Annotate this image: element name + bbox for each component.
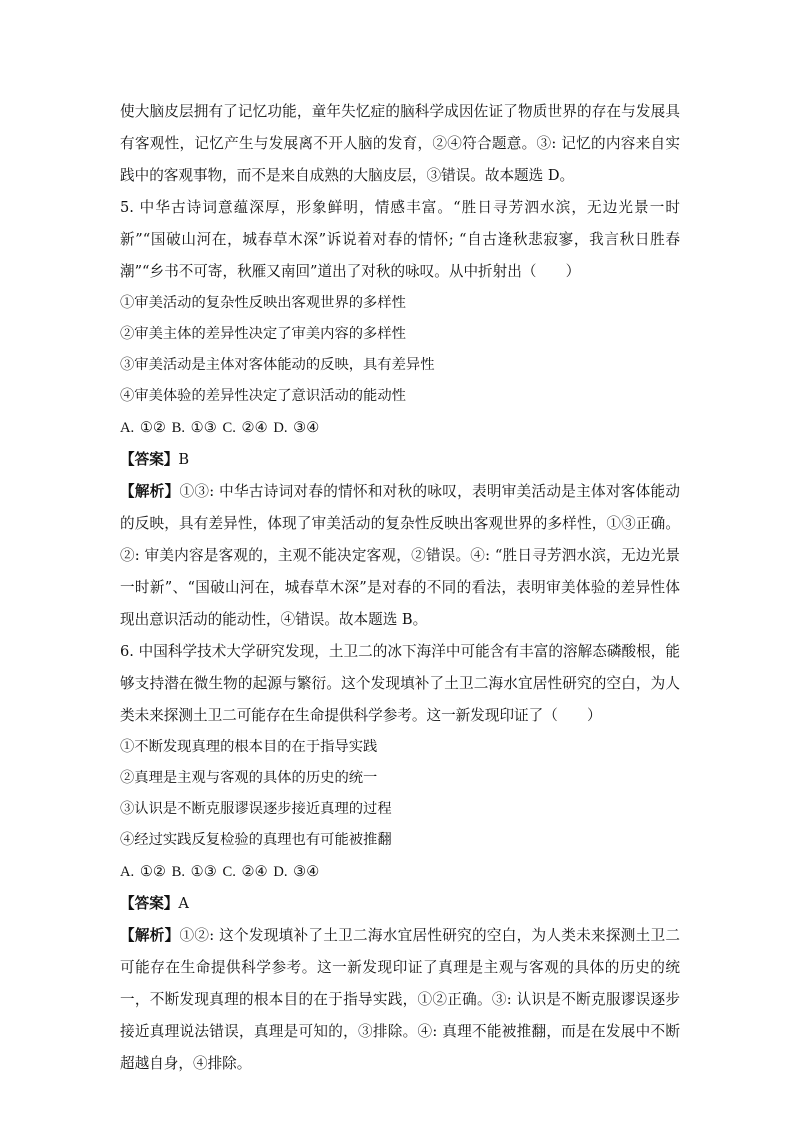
question-5-option-4: ④审美体验的差异性决定了意识活动的能动性: [120, 388, 406, 404]
question-5: [120, 192, 680, 636]
answer-tag: 【答案】: [120, 895, 179, 912]
question-6: [120, 636, 680, 1080]
question-5-choices: A. ①② B. ①③ C. ②④ D. ③④: [120, 420, 320, 436]
question-5-answer: [120, 444, 680, 476]
question-5-option-2: ②审美主体的差异性决定了审美内容的多样性: [120, 326, 406, 342]
question-6-option-4: ④经过实践反复检验的真理也有可能被推翻: [120, 832, 392, 848]
question-6-option-2: ②真理是主观与客观的具体的历史的统一: [120, 770, 378, 786]
answer-value: A: [178, 895, 189, 912]
question-6-stem: 6. 中国科学技术大学研究发现，土卫二的冰下海洋中可能含有丰富的溶解态磷酸根，能够支持潜在微生物的起源与繁衍。这个发现填补了土卫二海水宜居性研究的空白，为人类未来探测土卫二可能存在生命提供科学参考。这一新发现印证了（ ）: [120, 643, 680, 724]
page-content: [120, 96, 680, 1080]
question-6-answer: [120, 888, 680, 920]
analysis-text: ①②: 这个发现填补了土卫二海水宜居性研究的空白，为人类未来探测土卫二可能存在生命提供科学参考。这一新发现印证了真理是主观与客观的具体的历史的统一，不断发现真理的根本目的在于指导实践，①②正确。③: 认识是不断克服谬误逐步接近真理说法错误，真理是可知的，③排除。④: 真理不能被推翻，而是在发展中不断超越自身，④排除。: [120, 927, 680, 1072]
question-5-analysis: [120, 476, 680, 636]
analysis-tag: 【解析】: [120, 483, 180, 500]
question-5-stem: 5. 中华古诗词意蕴深厚，形象鲜明，情感丰富。“胜日寻芳泗水滨，无边光景一时新”“国破山河在，城春草木深”诉说着对春的情怀; “自古逢秋悲寂寥，我言秋日胜春潮”“乡书不可寄，秋雁又南回”道出了对秋的咏叹。从中折射出（ ）: [120, 199, 680, 280]
answer-tag: 【答案】: [120, 451, 179, 468]
question-6-analysis: [120, 920, 680, 1080]
question-6-option-3: ③认识是不断克服谬误逐步接近真理的过程: [120, 801, 392, 817]
question-6-choices: A. ①② B. ①③ C. ②④ D. ③④: [120, 864, 320, 880]
question-5-option-3: ③审美活动是主体对客体能动的反映，具有差异性: [120, 357, 435, 373]
previous-analysis-continuation: 使大脑皮层拥有了记忆功能，童年失忆症的脑科学成因佐证了物质世界的存在与发展具有客观性，记忆产生与发展离不开人脑的发育，②④符合题意。③: 记忆的内容来自实践中的客观事物，而不是来自成熟的大脑皮层，③错误。故本题选 D。: [120, 103, 680, 184]
analysis-tag: 【解析】: [120, 927, 180, 944]
analysis-text: ①③: 中华古诗词对春的情怀和对秋的咏叹，表明审美活动是主体对客体能动的反映，具有差异性，体现了审美活动的复杂性反映出客观世界的多样性，①③正确。②: 审美内容是客观的，主观不能决定客观，②错误。④: “胜日寻芳泗水滨，无边光景一时新”、“国破山河在，城春草木深”是对春的不同的看法，表明审美体验的差异性体现出意识活动的能动性，④错误。故本题选 B。: [120, 483, 680, 628]
question-6-option-1: ①不断发现真理的根本目的在于指导实践: [120, 739, 378, 755]
answer-value: B: [178, 451, 190, 468]
question-5-option-1: ①审美活动的复杂性反映出客观世界的多样性: [120, 295, 406, 311]
